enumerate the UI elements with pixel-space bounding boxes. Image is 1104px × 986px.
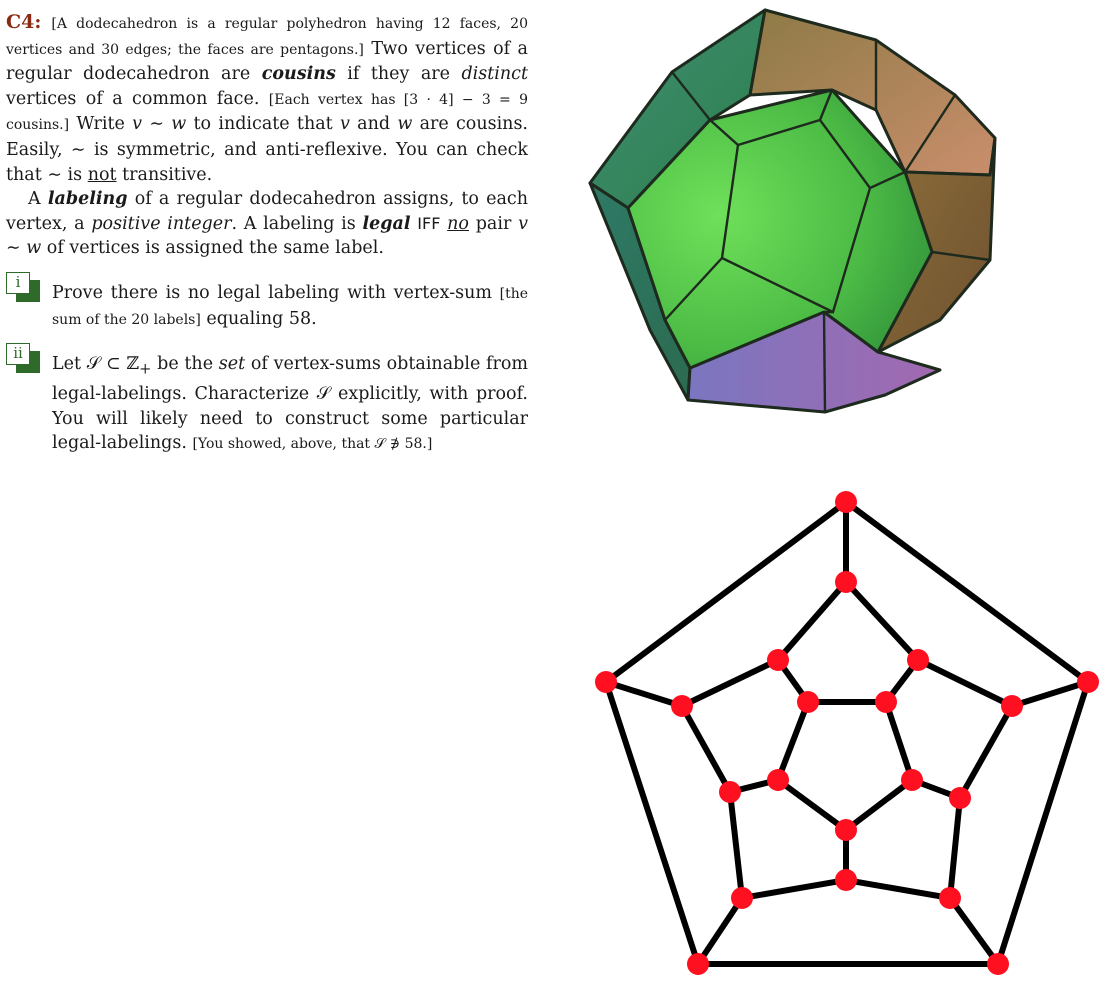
part-ii-text: be the [151,354,219,375]
vertex [835,869,857,891]
problem-text [6,10,528,457]
intro-text: and [349,114,398,135]
part-i-note: [the sum of the 20 labels] [52,285,528,328]
definition-note: [A dodecahedron is a regular polyhedron having 12 faces, 20 vertices and 30 edges; the faces are pentagons.] [6,16,528,58]
vertex [949,787,971,809]
term-labeling: labeling [47,189,128,210]
labeling-text: A [28,189,48,210]
intro-paragraph [6,10,528,187]
part-i-number: i [6,272,30,294]
vertex [1001,695,1023,717]
vertex [1077,671,1099,693]
part-i [6,272,528,332]
labeling-text: of a regular dodecahedron assigns, to each vertex, a [6,189,528,234]
vertex [835,571,857,593]
part-ii-text: Let 𝒮 ⊂ ℤ [52,354,140,375]
intro-text: vertices of a common face. [6,88,269,109]
term-not: not [87,164,117,185]
math-w: w [397,114,413,135]
math-relation: v ∼ w [132,114,187,135]
term-no: no [447,213,469,234]
dodecahedron-figure [580,0,1000,420]
math-relation: v ∼ w [6,213,528,259]
part-ii-text: of vertex-sums obtainable from legal-labelings. Characterize 𝒮 explicitly, with proof. You will likely need to construct some particular legal-labelings. [52,354,528,454]
term-positive-integer: positive integer [91,213,232,234]
term-legal: legal [362,213,411,234]
cousin-count-note: [Each vertex has [3 · 4] − 3 = 9 cousins.] [6,91,528,134]
vertex [797,691,819,713]
vertex [767,769,789,791]
vertex [595,671,617,693]
term-distinct: distinct [461,64,528,85]
problem-tag: C4: [6,11,42,33]
vertex [719,781,741,803]
intro-text: Two vertices of a regular dodecahedron are [6,38,528,85]
math-v: v [339,114,350,135]
term-set: set [218,354,246,375]
intro-text: to indicate that [186,114,340,135]
term-iff: IFF [417,213,441,233]
labeling-text: of vertices is assigned the same label. [41,238,384,259]
vertex [835,491,857,513]
part-i-text: equaling 58. [200,308,317,329]
vertex [731,887,753,909]
part-i-badge [6,272,40,302]
part-ii [6,344,528,457]
vertex [875,691,897,713]
labeling-text: . A labeling is [231,213,363,234]
vertex [939,887,961,909]
vertex [901,769,923,791]
vertex [767,649,789,671]
vertex [671,695,693,717]
part-ii-badge [6,343,40,373]
intro-text: are cousins. Easily, ∼ is symmetric, and anti-reflexive. You can check that ∼ is [6,114,528,185]
inner-ring [778,702,912,830]
part-ii-number: ii [6,343,30,365]
labeling-paragraph [6,187,528,261]
vertex [835,819,857,841]
intro-text: Write [69,114,133,135]
term-cousins: cousins [261,64,336,85]
part-ii-subscript: + [139,360,152,378]
vertex [907,649,929,671]
vertex [987,953,1009,975]
part-ii-note: [You showed, above, that 𝒮 ∌ 58.] [192,436,433,453]
dodecahedron-graph [580,480,1104,986]
spokes-inner [730,660,960,880]
vertex [687,953,709,975]
intro-text: transitive. [116,164,213,185]
part-i-text: Prove there is no legal labeling with vertex-sum [52,282,500,303]
dodecahedron-faces [590,10,995,412]
labeling-text: pair [468,213,519,234]
intro-text: if they are [335,64,462,85]
